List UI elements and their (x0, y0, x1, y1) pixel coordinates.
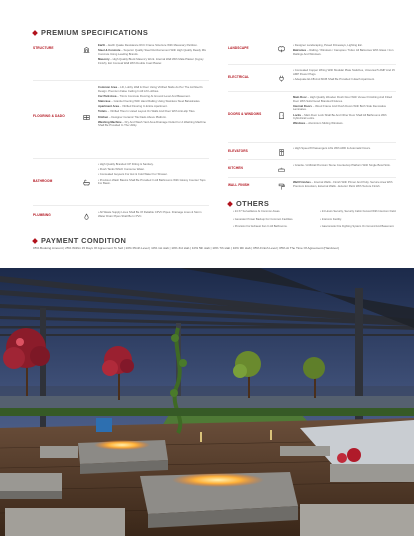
spec-label: DOORS & WINDOWS (228, 112, 262, 116)
spec-line: Locks – Main Door Lock Shall Be And Other Door Shall All Bathrooms With Cylindrical Locks. (293, 112, 387, 121)
others-item: • Intercom Facility. (320, 217, 342, 221)
spec-body (293, 164, 396, 169)
spec-line: • All Waste Supply Lines Shall Be Of Reliable CPVC Pipes. Drainage Lines & Storm Water Drain Pipes Shall Be In PVC. (98, 210, 202, 218)
spec-row-elevators (228, 147, 396, 157)
spec-line: Internal Doors – Wood Frame And Flush Doors With Both Side Decorative Laminates. (293, 103, 387, 112)
spec-line: • Concealed Copper Wiring With Modular Plate Switches, Universal 5 AMP And 15 AMP Power Plugs. (293, 68, 395, 76)
spec-body (293, 181, 396, 190)
spec-line: • High Speed 8 Passengers Lifts With ARD & Automatic Doors. (293, 146, 371, 150)
spec-body (293, 44, 396, 58)
plug-icon (274, 69, 288, 83)
spec-row-electrical (228, 69, 396, 83)
divider (228, 142, 396, 143)
spec-line: Wall Finishes – Internal Walls - Finish With Primer And Putty. Service Area With Premium Emulsion, External Walls - Exterior Paint With Texture Finish. (293, 180, 393, 188)
spec-body (293, 147, 396, 152)
spec-line: Kitchen – Designer Ceramic Tile Dado Above Platform. (98, 114, 167, 119)
door-icon (274, 96, 288, 120)
spec-line: • Granite / Artificial Premium Stone Countertop Platform With Single Bowl Sink. (293, 163, 391, 167)
spec-row-structure (33, 44, 209, 67)
elevator-icon (274, 147, 288, 157)
divider (33, 80, 209, 81)
others-item: • Provision For Exhaust Fan In All Bathrooms. (233, 225, 288, 229)
spec-line: Earth – Earth Quake Resistance RCC Frame Structure With Masonary Partition. (98, 43, 198, 47)
spec-label: WALL FINISH (228, 183, 250, 187)
tree-icon (274, 44, 288, 54)
spec-body (98, 44, 209, 67)
others-item: • 24 Hours Security, Security Cabin Fenced With Intercom Field. (320, 210, 397, 213)
payment-schedule: 05% Booking Amount | 25% Within 15 Days Of Agreement To Sell | 10% Plinth Level | 10% 1st slab | 10% 3rd slab | 10% 5th slab | 10% 7th slab | 10% 9th slab | 05% Finish Level | 05% At The Time Of Agreement (Handover) (33, 246, 340, 250)
spec-line: • Adequate ELCB And MCB Shall Be Provided In Each Apartment. (293, 76, 375, 81)
spec-line: Washing Machine – Dry And Wash Yard Area Drainage Outlet For A Washing Machine Shall Be Provided In The Utility. (98, 119, 206, 128)
spec-row-bathroom (33, 163, 209, 187)
diamond-bullet-icon (32, 30, 38, 36)
diamond-bullet-icon (227, 201, 233, 207)
divider (228, 159, 396, 160)
water-drop-icon (79, 211, 93, 221)
spec-line: Main Door – High Quality Wooden Flush Door With Veneer Finishing And Fitted Door With Solid Good Branded Fixtures. (293, 95, 392, 103)
spec-line: Toilets – Vitrified Tiles In Listed Layout On Walls And Floor With Anti-slip Tiles. (98, 109, 196, 114)
floor-tiles-icon (79, 86, 93, 122)
spec-label: KITCHEN (228, 166, 243, 170)
spec-label: LANDSCAPE (228, 46, 249, 50)
spec-label: PLUMBING (33, 213, 51, 217)
divider (228, 177, 396, 178)
spec-row-flooring (33, 86, 209, 130)
others-item: • 24 X7 Surveillance At Common Areas. (233, 210, 281, 213)
spec-label: ELEVATORS (228, 149, 248, 153)
spec-body (293, 69, 396, 83)
payment-title: PAYMENT CONDITION (33, 236, 126, 245)
spec-row-plumbing (33, 211, 209, 221)
spec-label: FLOORING & DADO (33, 114, 65, 118)
spec-line: Steel & Concrete – Superior Quality Steel Reinforcement With High Quality Ready Mix Concrete Using Leading Brands. (98, 48, 207, 56)
spec-line: • Flush Tanks Which Consume Water. (98, 167, 145, 172)
spec-row-doors (228, 96, 396, 128)
spec-body (98, 86, 209, 130)
specs-title: PREMIUM SPECIFICATIONS (33, 28, 148, 37)
spec-label: ELECTRICAL (228, 75, 250, 79)
spec-body (98, 211, 209, 220)
spec-label: STRUCTURE (33, 46, 54, 50)
spec-line: • Concealed Geysers For Hot & Cold Water For Shower. (98, 172, 168, 177)
spec-line: • Designer Landscaping, Paved Driveways, Lighting Etc. (293, 43, 363, 47)
divider (228, 64, 396, 65)
spec-line: Staircase – Granite Flooring With Hand Railing Using Stainless Steel Balustrades. (98, 98, 201, 103)
spec-line: Balconies – Railing / Windows / Canopies / Toilet. All Balconies With Glass / Iron Railings And Windows. (293, 48, 394, 56)
spec-line: • Provision Wash Basins Shall Be Provided In All Bathrooms With Glossy Counter Tops For Basin. (98, 177, 206, 186)
others-item: • Generator Power Backup For Common Facilities. (233, 217, 294, 221)
bathtub-icon (79, 163, 93, 187)
spec-row-landscape (228, 44, 396, 58)
spec-line: Car Park Area – Trimix Concrete Flooring At Ground Level And Basement. (98, 93, 191, 98)
divider (33, 205, 209, 206)
kitchen-icon (274, 164, 288, 174)
spec-body (98, 163, 209, 187)
divider (33, 158, 209, 159)
diamond-bullet-icon (32, 238, 38, 244)
paint-roller-icon (274, 181, 288, 191)
spec-line: • High Quality Branded CP Fitting & Sanitary. (98, 162, 154, 166)
divider (228, 91, 396, 92)
others-list (233, 210, 399, 229)
building-icon (79, 44, 93, 54)
rooftop-illustration (0, 268, 414, 536)
spec-line: Masonry – High Quality Block Masonry Work. Internal Wall With Mala Plaster (Gypsy Finish), Ext Conceal Wall With Double Coat Plaster. (98, 56, 204, 65)
spec-line: Apartment Area – Vitrified Flooring In Entire Apartment. (98, 104, 168, 109)
spec-row-wall-finish (228, 181, 396, 191)
spec-label: BATHROOM (33, 179, 53, 183)
rooftop-terrace-render (0, 268, 414, 536)
others-title: OTHERS (228, 199, 269, 208)
others-item: • Gasconsole Fire Fighting System On Ground And Basement. (320, 225, 395, 229)
spec-line: Common Area – Lift, Lobby Wall & Floor Using Vitrified Slabs As Per The Architect's Design. Premium False Ceiling In All Lift Lobbies. (98, 85, 203, 93)
spec-line: Windows – Aluminium Sliding Windows. (293, 121, 344, 126)
spec-row-kitchen (228, 164, 396, 174)
spec-body (293, 96, 396, 128)
